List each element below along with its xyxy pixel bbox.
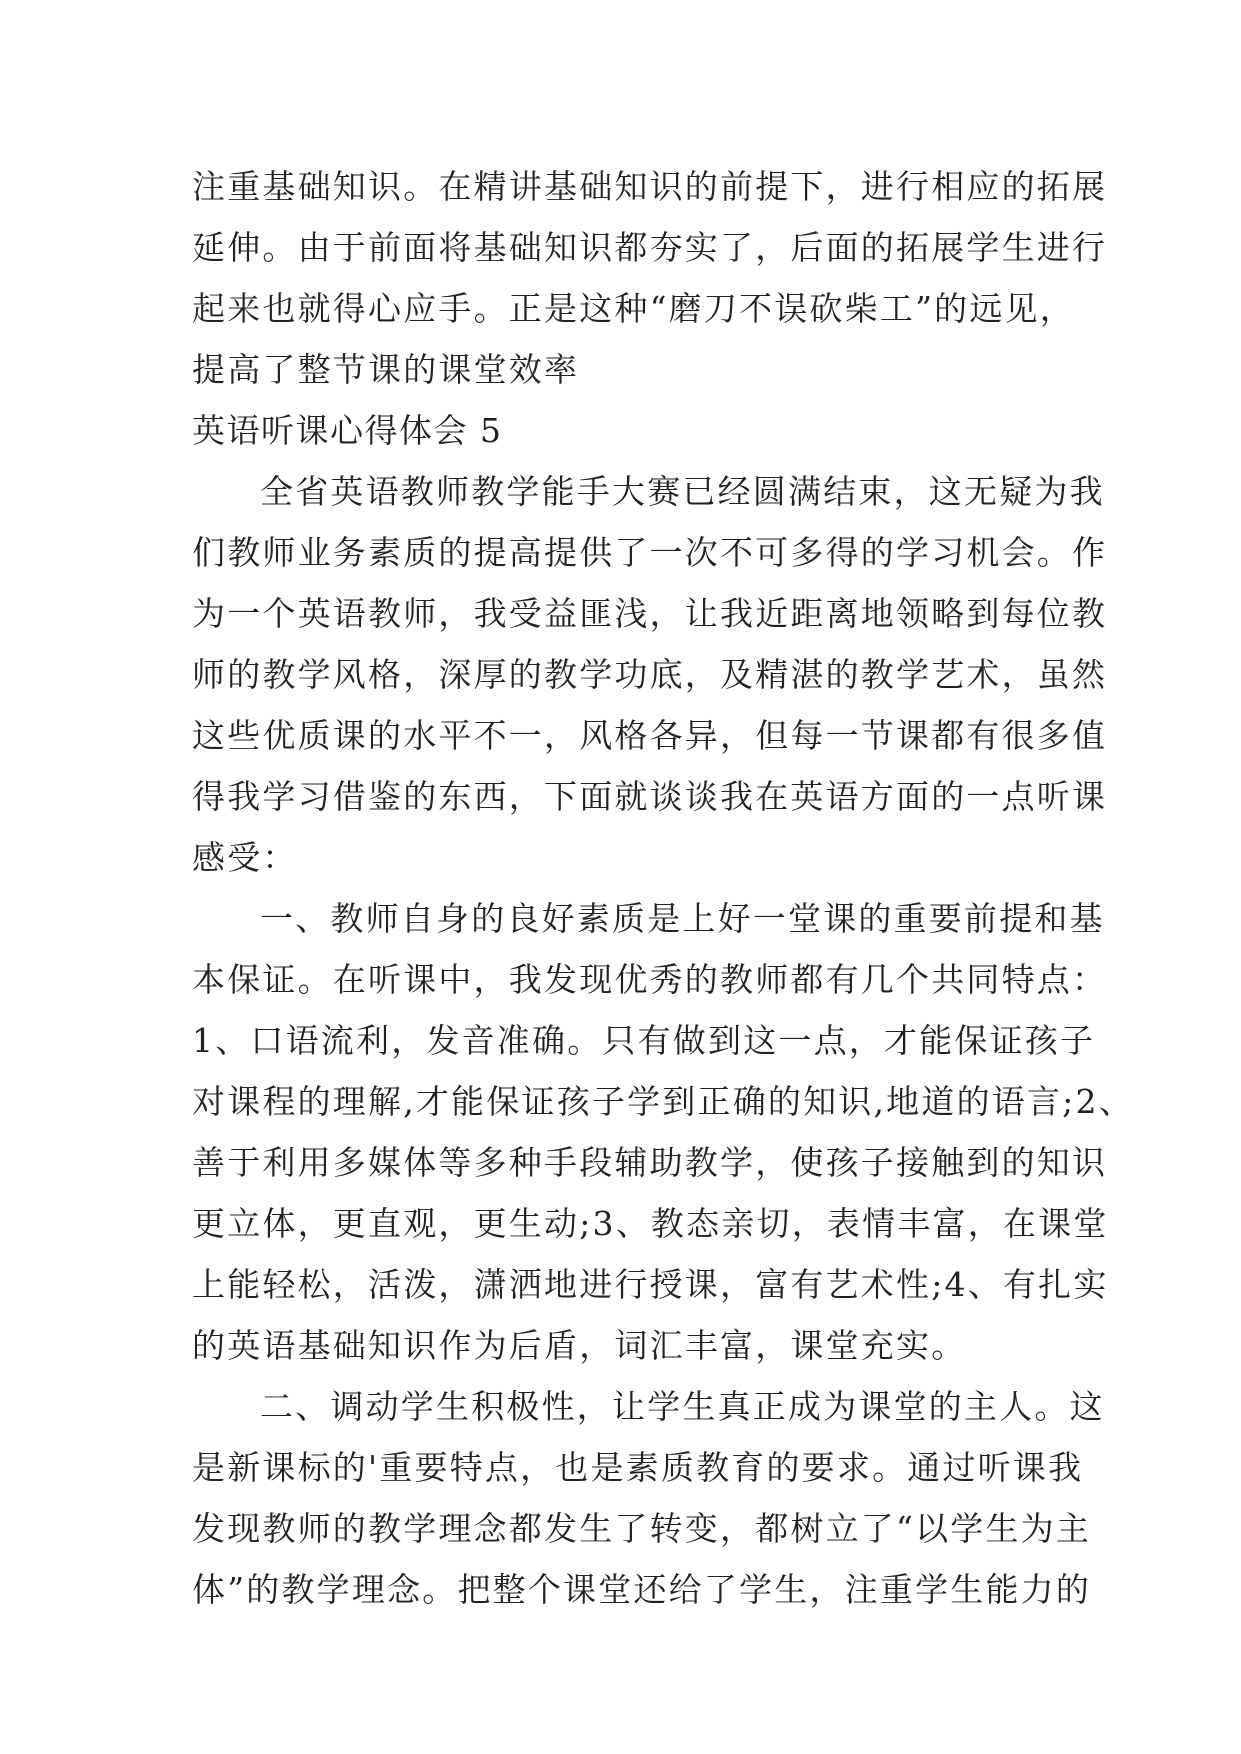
text-line: 为一个英语教师，我受益匪浅，让我近距离地领略到每位教 [192, 594, 1108, 633]
text-line: 提高了整节课的课堂效率 [192, 350, 580, 389]
text-line: 是新课标的'重要特点，也是素质教育的要求。通过听课我 [192, 1448, 1084, 1487]
text-line: 们教师业务素质的提高提供了一次不可多得的学习机会。作 [192, 533, 1108, 572]
text-line: 1、口语流利，发音准确。只有做到这一点，才能保证孩子 [192, 1021, 1096, 1060]
text-line: 上能轻松，活泼，潇洒地进行授课，富有艺术性;4、有扎实 [192, 1265, 1109, 1304]
paragraph-point-two [192, 1376, 1105, 1620]
text-line: 全省英语教师教学能手大赛已经圆满结束，这无疑为我 [260, 472, 1105, 511]
text-line: 更立体，更直观，更生动;3、教态亲切，表情丰富，在课堂 [192, 1204, 1109, 1243]
text-line: 感受： [192, 838, 298, 877]
text-line: 师的教学风格，深厚的教学功底，及精湛的教学艺术，虽然 [192, 655, 1108, 694]
text-line: 注重基础知识。在精讲基础知识的前提下，进行相应的拓展 [192, 167, 1108, 206]
continuation-paragraph [192, 156, 1108, 400]
text-line: 体”的教学理念。把整个课堂还给了学生，注重学生能力的 [192, 1570, 1092, 1609]
section-heading: 英语听课心得体会 5 [192, 411, 503, 450]
text-line: 得我学习借鉴的东西，下面就谈谈我在英语方面的一点听课 [192, 777, 1108, 816]
text-line: 二、调动学生积极性，让学生真正成为课堂的主人。这 [260, 1387, 1105, 1426]
text-line: 善于利用多媒体等多种手段辅助教学，使孩子接触到的知识 [192, 1143, 1108, 1182]
text-line: 的英语基础知识作为后盾，词汇丰富，课堂充实。 [192, 1326, 967, 1365]
text-line: 延伸。由于前面将基础知识都夯实了，后面的拓展学生进行 [192, 228, 1108, 267]
text-line: 一、教师自身的良好素质是上好一堂课的重要前提和基 [260, 899, 1105, 938]
text-line: 这些优质课的水平不一，风格各异，但每一节课都有很多值 [192, 716, 1108, 755]
text-line: 起来也就得心应手。正是这种“磨刀不误砍柴工”的远见， [192, 289, 1075, 328]
text-line: 发现教师的教学理念都发生了转变，都树立了“以学生为主 [192, 1509, 1092, 1548]
paragraph-intro [192, 461, 1108, 888]
document-page [192, 156, 1134, 1620]
text-line: 本保证。在听课中，我发现优秀的教师都有几个共同特点： [192, 960, 1108, 999]
paragraph-point-one [192, 888, 1134, 1376]
text-line: 对课程的理解,才能保证孩子学到正确的知识,地道的语言;2、 [192, 1082, 1134, 1121]
